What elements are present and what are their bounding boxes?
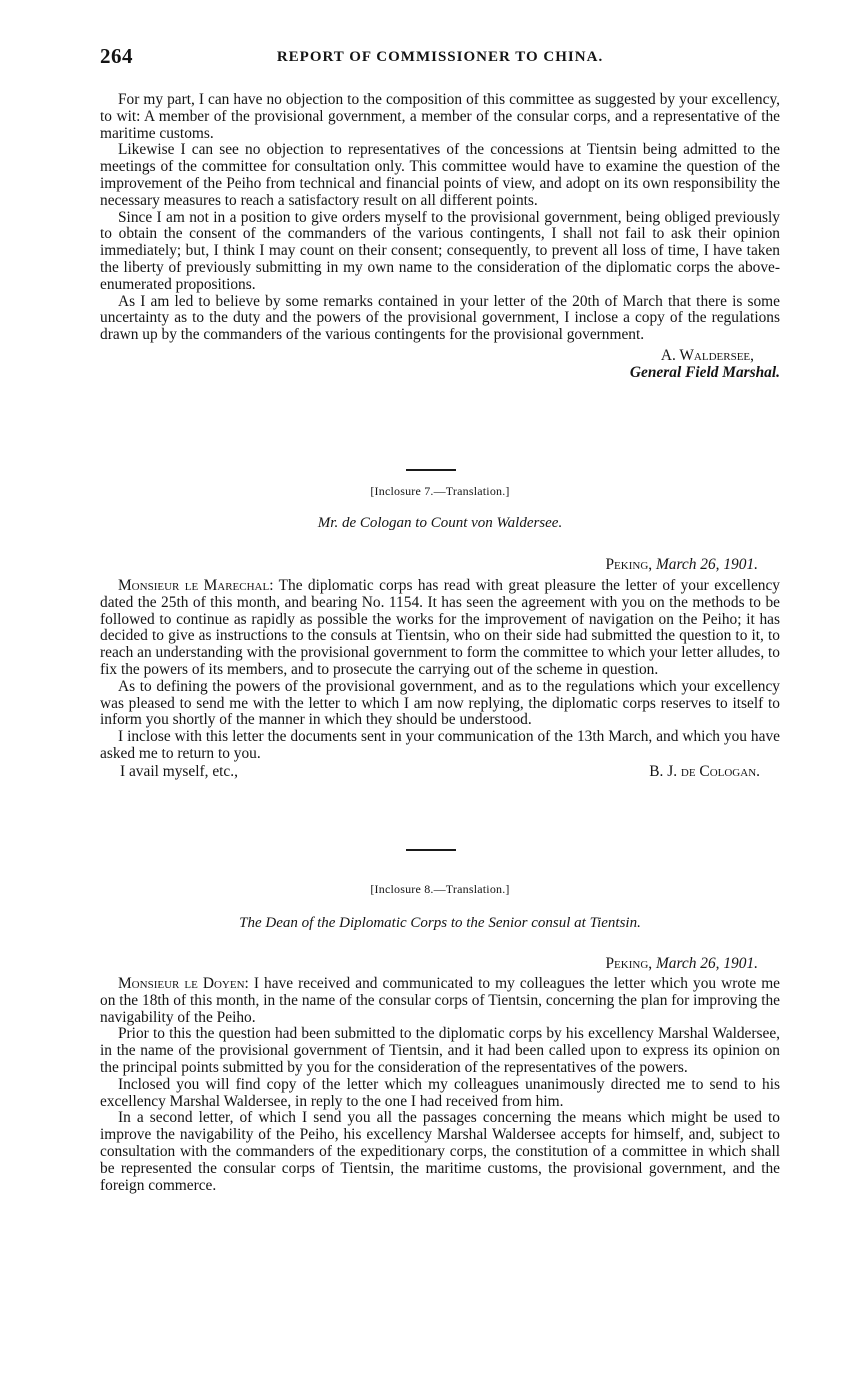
salutation: Monsieur le Marechal: [118, 577, 274, 594]
paragraph: Likewise I can see no objection to representatives of the concessions at Tientsin being admitted to the meetings of the committee for consultation only. This committee would have to examine the question of the improvement of the Peiho from technical and financial points of view, and adopt on its own responsibility the necessary measures to reach a satisfactory result on all different points. [100, 141, 780, 209]
page-header [100, 44, 780, 74]
paragraph [100, 976, 780, 1026]
dateline [100, 955, 758, 973]
paragraph-text: I have received and communicated to my colleagues the letter which you wrote me on the 18th of this month, in the name of the consular corps of Tientsin, concerning the plan for improving the navigability of the Peiho. [100, 975, 780, 1026]
running-title: REPORT OF COMMISSIONER TO CHINA. [276, 49, 604, 65]
dateline-date: March 26, 1901. [655, 556, 758, 573]
closing-phrase: I avail myself, etc., [120, 762, 238, 780]
closing-line [100, 763, 780, 780]
signature: B. J. de Cologan. [649, 762, 760, 780]
paragraph: Inclosed you will find copy of the letter which my colleagues unanimously directed me to send to his excellency Marshal Waldersee, in reply to the one I had received from him. [100, 1075, 780, 1110]
paragraph [100, 578, 780, 679]
paragraph: For my part, I can have no objection to the composition of this committee as suggested by your excellency, to wit: A member of the provisional government, a member of the consular corps, and a representative of the maritime customs. [100, 91, 780, 142]
inclosure-label: [Inclosure 8.—Translation.] [370, 882, 510, 896]
letter-heading: The Dean of the Diplomatic Corps to the Senior consul at Tientsin. [239, 915, 641, 931]
signature-name: A. Waldersee, [660, 346, 754, 364]
inclosure-label: [Inclosure 7.—Translation.] [370, 484, 510, 498]
paragraph: As I am led to believe by some remarks contained in your letter of the 20th of March that there is some uncertainty as to the duty and the powers of the provisional government, I inclose a copy of the regulations drawn up by the commanders of the various contingents for the provisional government. [100, 292, 780, 344]
inclosure7-body [100, 578, 780, 780]
page-number: 264 [100, 44, 133, 68]
waldersee-letter-body [100, 92, 780, 382]
dateline [100, 556, 758, 574]
section-divider [406, 469, 456, 471]
signature-title: General Field Marshal. [629, 363, 780, 381]
paragraph: Prior to this the question had been submitted to the diplomatic corps by his excellency Marshal Waldersee, in the name of the provisional government of Tientsin, and it had been called upon to express its opinion on the principal points submitted by you for the consideration of the representatives of the powers. [100, 1025, 780, 1076]
dateline-place: Peking, [605, 955, 653, 972]
dateline-date: March 26, 1901. [655, 955, 758, 972]
paragraph: I inclose with this letter the documents sent in your communication of the 13th March, and which you have asked me to return to you. [100, 728, 780, 762]
salutation: Monsieur le Doyen: [118, 975, 249, 992]
letter-heading: Mr. de Cologan to Count von Waldersee. [317, 515, 563, 531]
paragraph: In a second letter, of which I send you all the passages concerning the means which might be used to improve the navigability of the Peiho, his excellency Marshal Waldersee accepts for himself, and, subject to consultation with the commanders of the expeditionary corps, the constitution of a committee in which shall be represented the consular corps of Tientsin, the maritime customs, the provisional government, and the foreign commerce. [100, 1109, 780, 1194]
dateline-place: Peking, [605, 556, 653, 573]
section-divider [406, 849, 456, 851]
inclosure8-body [100, 976, 780, 1194]
paragraph-text: The diplomatic corps has read with great pleasure the letter of your excellency dated the 25th of this month, and bearing No. 1154. It has seen the agreement with you on the methods to be followed to continue as rapidly as possible the works for the improvement of navigation on the Peiho; it has decided to give as instructions to the consuls at Tientsin, who on their side had submitted the question to it, to reach an understanding with the provisional government to form the committee to which your letter alludes, to fix the powers of its members, and to prosecute the carrying out of the scheme in question. [100, 577, 780, 678]
paragraph: As to defining the powers of the provisional government, and as to the regulations which your excellency was pleased to send me with the letter to which I am now replying, the diplomatic corps reserves to itself to inform you shortly of the manner in which they should be understood. [100, 677, 780, 729]
paragraph: Since I am not in a position to give orders myself to the provisional government, being obliged previously to obtain the consent of the commanders of the various contingents, I shall not fail to ask their opinion immediately; but, I think I may count on their consent; consequently, to prevent all loss of time, I have taken the liberty of previously submitting in my own name to the consideration of the diplomatic corps the above-enumerated propositions. [100, 208, 780, 293]
